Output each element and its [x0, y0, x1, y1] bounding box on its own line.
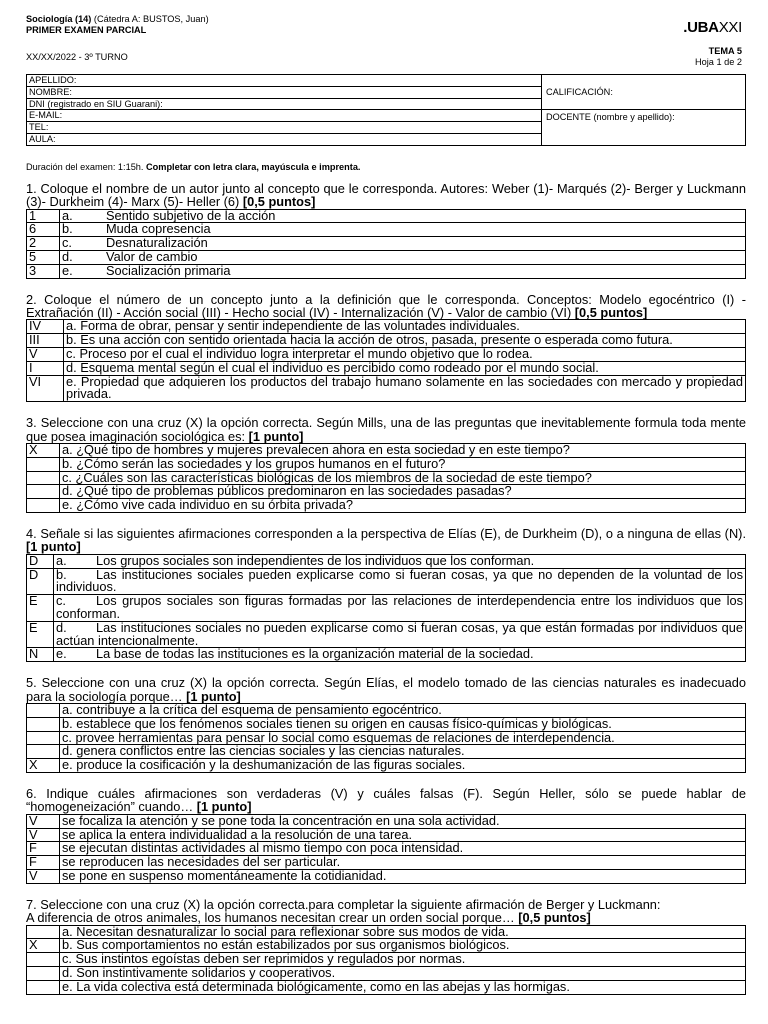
option-letter: b. [56, 566, 67, 582]
table-row [27, 375, 746, 402]
table-row [27, 648, 746, 662]
answer-cell[interactable]: VI [27, 375, 64, 402]
answer-cell[interactable]: 5 [27, 250, 60, 264]
answer-cell[interactable]: V [27, 347, 64, 361]
option-text: b. Sus comportamientos no están estabilizados por sus organismos biológicos. [60, 939, 746, 953]
question-1 [26, 182, 746, 209]
answer-cell[interactable] [27, 953, 60, 967]
chair-name: (Cátedra A: BUSTOS, Juan) [93, 14, 209, 24]
answer-cell[interactable] [27, 731, 60, 745]
question-6-table [26, 814, 746, 884]
question-7-table [26, 925, 746, 995]
tema-block [695, 46, 742, 68]
option-text: Los grupos sociales son independientes de los individuos que los conforman. [96, 552, 535, 568]
option-text: b. establece que los fenómenos sociales tienen su origen en causas físico-químicas y biológicas. [60, 717, 746, 731]
option-text: Las instituciones sociales pueden explicarse como si fueran cosas, ya que no dependen de la voluntad de los individuos. [56, 566, 743, 595]
table-row [27, 980, 746, 994]
question-6-text: 6. Indique cuáles afirmaciones son verdaderas (V) y cuáles falsas (F). Según Heller, sólo se puede hablar de “homogeneización” cuando… [26, 785, 746, 815]
option-text: d. genera conflictos entre las ciencias sociales y las ciencias naturales. [60, 745, 746, 759]
answer-cell[interactable]: 3 [27, 264, 60, 278]
option-text: La base de todas las instituciones es la organización material de la sociedad. [96, 646, 534, 662]
question-2 [26, 293, 746, 320]
email-field[interactable]: E-MAIL: [27, 110, 542, 122]
uba-xxi-logo [683, 19, 742, 36]
answer-cell[interactable]: F [27, 856, 60, 870]
option-text: Muda copresencia [106, 221, 211, 237]
table-row [27, 717, 746, 731]
option-text: c. Proceso por el cual el individuo logra interpretar el mundo objetivo que lo rodea. [64, 347, 746, 361]
answer-cell[interactable]: 6 [27, 223, 60, 237]
question-2-table [26, 319, 746, 402]
question-5 [26, 676, 746, 703]
option-cell [54, 568, 746, 595]
exam-header [26, 14, 746, 74]
option-cell [54, 621, 746, 648]
table-row [27, 457, 746, 471]
question-7-text-2: A diferencia de otros animales, los humanos necesitan crear un orden social porque… [26, 910, 515, 926]
answer-cell[interactable]: IV [27, 320, 64, 334]
option-cell [54, 648, 746, 662]
option-text: Valor de cambio [106, 248, 198, 264]
option-text: se aplica la entera individualidad a la resolución de una tarea. [60, 828, 746, 842]
calificacion-field[interactable]: CALIFICACIÓN: [542, 75, 746, 110]
table-row [27, 361, 746, 375]
student-info-table [26, 74, 746, 146]
question-5-table [26, 703, 746, 773]
table-row [27, 595, 746, 622]
question-5-text: 5. Seleccione con una cruz (X) la opción correcta. Según Elías, el modelo tomado de las ciencias naturales es inadecuado para la sociología porque… [26, 675, 746, 704]
answer-cell[interactable] [27, 966, 60, 980]
question-3-text: 3. Seleccione con una cruz (X) la opción correcta. Según Mills, una de las preguntas que inevitablemente formula toda mente que posea imaginación sociológica es: [26, 415, 746, 444]
answer-cell[interactable] [27, 457, 60, 471]
question-5-points: [1 punto] [186, 688, 241, 704]
aula-field[interactable]: AULA: [27, 133, 542, 145]
option-letter: a. [56, 552, 67, 568]
tel-field[interactable]: TEL: [27, 122, 542, 134]
option-text: e. produce la cosificación y la deshumanización de las figuras sociales. [60, 759, 746, 773]
option-text: se pone en suspenso momentáneamente la cotidianidad. [60, 869, 746, 883]
table-row [27, 814, 746, 828]
sheet-label: Hoja 1 de 2 [695, 57, 742, 67]
table-row [27, 621, 746, 648]
logo-main: .UBA [683, 19, 719, 36]
answer-cell[interactable]: D [27, 554, 54, 568]
question-1-points: [0,5 puntos] [242, 194, 316, 210]
tema-label: TEMA 5 [708, 46, 742, 56]
option-text: c. ¿Cuáles son las características biológicas de los miembros de la sociedad de este tiempo? [60, 471, 746, 485]
option-cell [54, 595, 746, 622]
option-text: se reproducen las necesidades del ser particular. [60, 856, 746, 870]
answer-cell[interactable]: III [27, 334, 64, 348]
option-letter: b. [62, 221, 73, 237]
option-text: se focaliza la atención y se pone toda la concentración en una sola actividad. [60, 814, 746, 828]
answer-cell[interactable]: E [27, 621, 54, 648]
option-text: a. Forma de obrar, pensar y sentir independiente de las voluntades individuales. [64, 320, 746, 334]
answer-cell[interactable]: X [27, 939, 60, 953]
answer-cell[interactable]: 1 [27, 209, 60, 223]
option-text: Los grupos sociales son figuras formadas por las relaciones de interdependencia entre los individuos que los conforman. [56, 593, 743, 621]
option-text: c. Sus instintos egoístas deben ser reprimidos y regulados por normas. [60, 953, 746, 967]
question-1-table [26, 209, 746, 279]
option-text: b. Es una acción con sentido orientada hacia la acción de otros, pasada, presente o esperada como futura. [64, 334, 746, 348]
question-4-points: [1 punto] [26, 539, 81, 555]
question-7 [26, 898, 746, 925]
option-text: c. provee herramientas para pensar lo social como esquemas de relaciones de interdependencia. [60, 731, 746, 745]
table-row [27, 759, 746, 773]
question-3-table [26, 443, 746, 513]
answer-cell[interactable]: V [27, 869, 60, 883]
option-letter: d. [62, 248, 73, 264]
table-row [27, 568, 746, 595]
answer-cell[interactable]: V [27, 828, 60, 842]
question-4-text: 4. Señale si las siguientes afirmaciones corresponden a la perspectiva de Elías (E), de Durkheim (D), o a ninguna de ellas (N). [26, 525, 746, 541]
option-letter: c. [62, 235, 72, 251]
question-6-points: [1 punto] [196, 799, 252, 815]
option-text: Desnaturalización [106, 235, 208, 251]
answer-cell[interactable]: 2 [27, 237, 60, 251]
table-row [27, 264, 746, 278]
answer-cell[interactable] [27, 980, 60, 994]
option-cell [60, 264, 746, 278]
question-4-table [26, 554, 746, 662]
exam-title: PRIMER EXAMEN PARCIAL [26, 25, 147, 35]
question-6 [26, 787, 746, 814]
answer-cell[interactable]: X [27, 443, 60, 457]
table-row [27, 499, 746, 513]
option-text: d. Esquema mental según el cual el individuo es percibido como rodeado por el mundo social. [64, 361, 746, 375]
question-4 [26, 527, 746, 554]
question-3 [26, 416, 746, 443]
option-text: Sentido subjetivo de la acción [106, 207, 276, 223]
option-text: d. ¿Qué tipo de problemas públicos predominaron en las sociedades pasadas? [60, 485, 746, 499]
question-3-points: [1 punto] [248, 428, 304, 444]
answer-cell[interactable] [27, 703, 60, 717]
nombre-field[interactable]: NOMBRE: [27, 86, 542, 98]
question-2-points: [0,5 puntos] [574, 304, 648, 320]
answer-cell[interactable]: X [27, 759, 60, 773]
answer-cell[interactable]: V [27, 814, 60, 828]
answer-cell[interactable]: F [27, 842, 60, 856]
question-7-text: 7. Seleccione con una cruz (X) la opción correcta.para completar la siguiente afirmación de Berger y Luckmann: [26, 896, 661, 912]
answer-cell[interactable]: N [27, 648, 54, 662]
course-line [26, 14, 746, 25]
option-letter: d. [56, 619, 67, 635]
answer-cell[interactable]: I [27, 361, 64, 375]
exam-page [26, 14, 746, 1009]
answer-cell[interactable]: D [27, 568, 54, 595]
option-text: a. Necesitan desnaturalizar lo social para reflexionar sobre sus modos de vida. [60, 925, 746, 939]
option-text: a. ¿Qué tipo de hombres y mujeres prevalecen ahora en esta sociedad y en este tiempo? [60, 443, 746, 457]
option-letter: e. [56, 646, 67, 662]
option-letter: c. [56, 593, 66, 609]
option-text: e. La vida colectiva está determinada biológicamente, como en las abejas y las hormigas. [60, 980, 746, 994]
answer-cell[interactable] [27, 499, 60, 513]
option-text: e. Propiedad que adquieren los productos del trabajo humano solamente en las sociedades con mercado y propiedad privada. [64, 375, 746, 402]
question-2-text: 2. Coloque el número de un concepto junto a la definición que le corresponda. Conceptos: Modelo egocéntrico (I) - Extrañación (II) - Acción social (III) - Hecho social (IV) - Internalización (V) - Valor de cambio (VI) [26, 291, 746, 320]
option-letter: e. [62, 262, 73, 278]
answer-cell[interactable]: E [27, 595, 54, 622]
answer-cell[interactable] [27, 471, 60, 485]
question-1-text: 1. Coloque el nombre de un autor junto al concepto que le corresponda. Autores: Weber (1)- Marqués (2)- Berger y Luckmann (3)- Durkheim (4)- Marx (5)- Heller (6) [26, 180, 746, 210]
option-text: e. ¿Cómo vive cada individuo en su órbita privada? [60, 499, 746, 513]
option-text: a. contribuye a la crítica del esquema de pensamiento egocéntrico. [60, 703, 746, 717]
question-7-points: [0,5 puntos] [518, 910, 591, 926]
docente-field[interactable]: DOCENTE (nombre y apellido): [542, 110, 746, 145]
answer-cell[interactable] [27, 485, 60, 499]
option-text: b. ¿Cómo serán las sociedades y los grupos humanos en el futuro? [60, 457, 746, 471]
duration-text: Duración del examen: 1:15h. [26, 161, 144, 172]
option-letter: a. [62, 207, 73, 223]
date-turn: XX/XX/2022 - 3º TURNO [26, 52, 128, 62]
course-name: Sociología (14) [26, 14, 92, 24]
duration-instruction: Completar con letra clara, mayúscula e imprenta. [146, 161, 361, 172]
duration-note [26, 162, 746, 172]
table-row [27, 869, 746, 883]
answer-cell[interactable] [27, 717, 60, 731]
option-text: se ejecutan distintas actividades al mismo tiempo con poca intensidad. [60, 842, 746, 856]
option-text: Socialización primaria [106, 262, 231, 278]
option-text: Las instituciones sociales no pueden explicarse como si fueran cosas, ya que están formadas por individuos que actúan intencionalmente. [56, 619, 743, 648]
dni-field[interactable]: DNI (registrado en SIU Guarani): [27, 98, 542, 110]
apellido-field[interactable]: APELLIDO: [27, 75, 542, 87]
option-text: d. Son instintivamente solidarios y cooperativos. [60, 966, 746, 980]
logo-suffix: XXI [718, 19, 742, 36]
